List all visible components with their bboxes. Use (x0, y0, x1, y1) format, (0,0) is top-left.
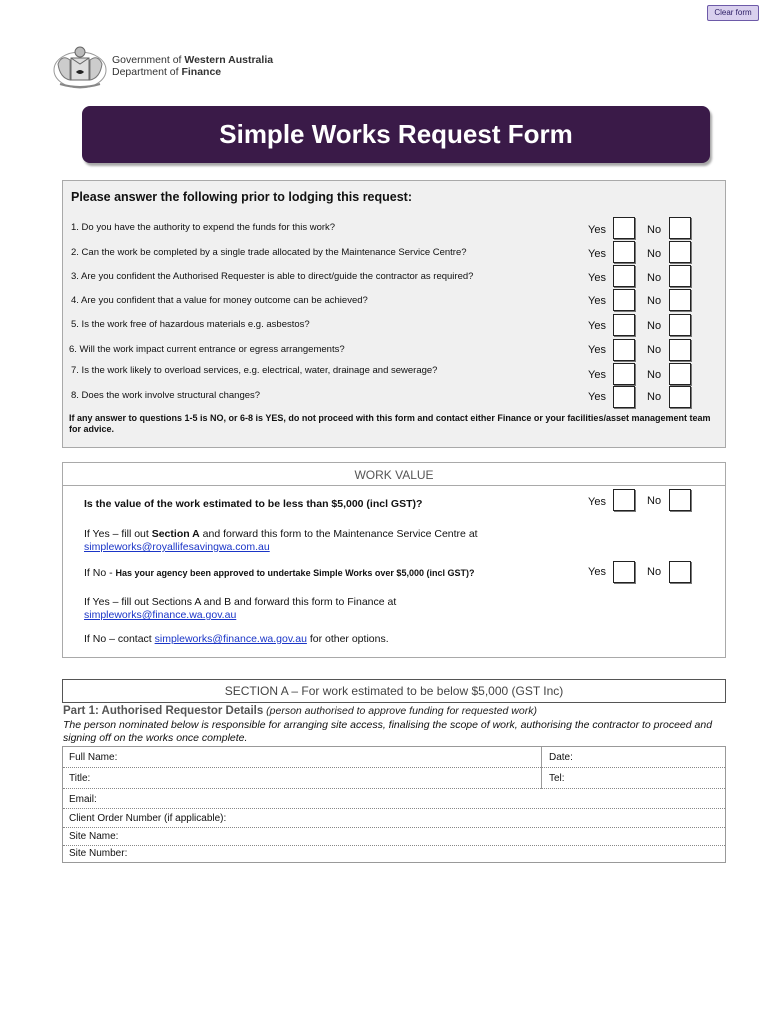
form-title: Simple Works Request Form (82, 106, 710, 163)
under-5000-yes-checkbox[interactable] (613, 489, 635, 511)
finance-email-link[interactable]: simpleworks@finance.wa.gov.au (154, 633, 307, 645)
requestor-details-form (62, 746, 726, 863)
question-text: 7. Is the work likely to overload services, e.g. electrical, water, drainage and sewerage? (71, 365, 438, 376)
q6-yes-checkbox[interactable] (613, 339, 635, 361)
yes-label: Yes (588, 344, 606, 356)
part1-heading: Part 1: Authorised Requestor Details (person authorised to approve funding for requested work) (63, 705, 537, 717)
yes-label: Yes (588, 566, 606, 578)
if-no-instruction: If No - Has your agency been approved to undertake Simple Works over $5,000 (incl GST)? (84, 567, 475, 579)
yes-label: Yes (588, 320, 606, 332)
q1-yes-checkbox[interactable] (613, 217, 635, 239)
question-row (63, 365, 725, 387)
approved-no-checkbox[interactable] (669, 561, 691, 583)
site-number-field[interactable]: Site Number: (69, 848, 128, 859)
no-label: No (647, 566, 662, 578)
question-text: 8. Does the work involve structural changes? (71, 390, 261, 401)
work-value-title: WORK VALUE (354, 468, 434, 482)
q6-no-checkbox[interactable] (669, 339, 691, 361)
under-5000-no-checkbox[interactable] (669, 489, 691, 511)
date-field[interactable]: Date: (549, 752, 573, 763)
q2-yes-checkbox[interactable] (613, 241, 635, 263)
q8-no-checkbox[interactable] (669, 386, 691, 408)
no-label: No (647, 224, 662, 236)
email-field[interactable]: Email: (69, 794, 97, 805)
no-label: No (647, 248, 662, 260)
form-row (63, 789, 725, 809)
q1-no-checkbox[interactable] (669, 217, 691, 239)
questions-warning: If any answer to questions 1-5 is NO, or 6-8 is YES, do not proceed with this form and contact either Finance or your facilities/asset management team for advice. (69, 413, 711, 434)
question-text: 3. Are you confident the Authorised Requester is able to direct/guide the contractor as required? (71, 271, 474, 282)
q5-no-checkbox[interactable] (669, 314, 691, 336)
no-label: No (647, 320, 662, 332)
q2-no-checkbox[interactable] (669, 241, 691, 263)
clear-form-button[interactable]: Clear form (707, 5, 759, 21)
question-text: 2. Can the work be completed by a single trade allocated by the Maintenance Service Centre? (71, 247, 467, 258)
yes-label: Yes (588, 295, 606, 307)
if-yes-instruction: If Yes – fill out Section A and forward this form to the Maintenance Service Centre at simpleworks@royallifesavingwa.com.au (84, 528, 478, 553)
divider (63, 485, 725, 486)
q3-yes-checkbox[interactable] (613, 265, 635, 287)
q8-yes-checkbox[interactable] (613, 386, 635, 408)
form-row (63, 768, 725, 789)
q3-no-checkbox[interactable] (669, 265, 691, 287)
no-label: No (647, 391, 662, 403)
form-row (63, 809, 725, 828)
form-row (63, 828, 725, 846)
if-yes-approved-instruction: If Yes – fill out Sections A and B and forward this form to Finance at simpleworks@finance.wa.gov.au (84, 596, 397, 621)
q7-no-checkbox[interactable] (669, 363, 691, 385)
wa-crest-logo (50, 44, 110, 90)
q7-yes-checkbox[interactable] (613, 363, 635, 385)
if-no-contact-instruction: If No – contact simpleworks@finance.wa.gov.au for other options. (84, 633, 389, 645)
question-text: 4. Are you confident that a value for money outcome can be achieved? (71, 295, 368, 306)
work-value-section (62, 462, 726, 658)
yes-label: Yes (588, 248, 606, 260)
q4-no-checkbox[interactable] (669, 289, 691, 311)
no-label: No (647, 495, 662, 507)
yes-label: Yes (588, 224, 606, 236)
q4-yes-checkbox[interactable] (613, 289, 635, 311)
government-heading: Government of Western Australia Department of Finance (112, 54, 274, 78)
finance-email-link[interactable]: simpleworks@finance.wa.gov.au (84, 609, 237, 621)
yes-label: Yes (588, 272, 606, 284)
question-text: 1. Do you have the authority to expend the funds for this work? (71, 222, 336, 233)
pre-lodgement-questions (62, 180, 726, 448)
full-name-field[interactable]: Full Name: (69, 752, 118, 763)
title-field[interactable]: Title: (69, 773, 91, 784)
client-order-field[interactable]: Client Order Number (if applicable): (69, 813, 227, 824)
question-text: 5. Is the work free of hazardous materials e.g. asbestos? (71, 319, 310, 330)
tel-field[interactable]: Tel: (549, 773, 565, 784)
question-row (63, 319, 725, 341)
part1-description: The person nominated below is responsible for arranging site access, finalising the scope of work, authorising the contractor to proceed and signing off on the works once complete. (63, 719, 713, 744)
site-name-field[interactable]: Site Name: (69, 831, 119, 842)
form-row (63, 846, 725, 863)
questions-heading: Please answer the following prior to lodging this request: (71, 190, 413, 204)
question-text: 6. Will the work impact current entrance or egress arrangements? (69, 344, 345, 355)
no-label: No (647, 295, 662, 307)
no-label: No (647, 344, 662, 356)
yes-label: Yes (588, 369, 606, 381)
msc-email-link[interactable]: simpleworks@royallifesavingwa.com.au (84, 541, 270, 553)
question-row (63, 390, 725, 412)
yes-label: Yes (588, 391, 606, 403)
no-label: No (647, 272, 662, 284)
q5-yes-checkbox[interactable] (613, 314, 635, 336)
no-label: No (647, 369, 662, 381)
approved-yes-checkbox[interactable] (613, 561, 635, 583)
yes-label: Yes (588, 496, 606, 508)
work-value-question: Is the value of the work estimated to be less than $5,000 (incl GST)? (84, 498, 423, 510)
section-a-title: SECTION A – For work estimated to be below $5,000 (GST Inc) (62, 679, 726, 703)
form-row (63, 747, 725, 768)
